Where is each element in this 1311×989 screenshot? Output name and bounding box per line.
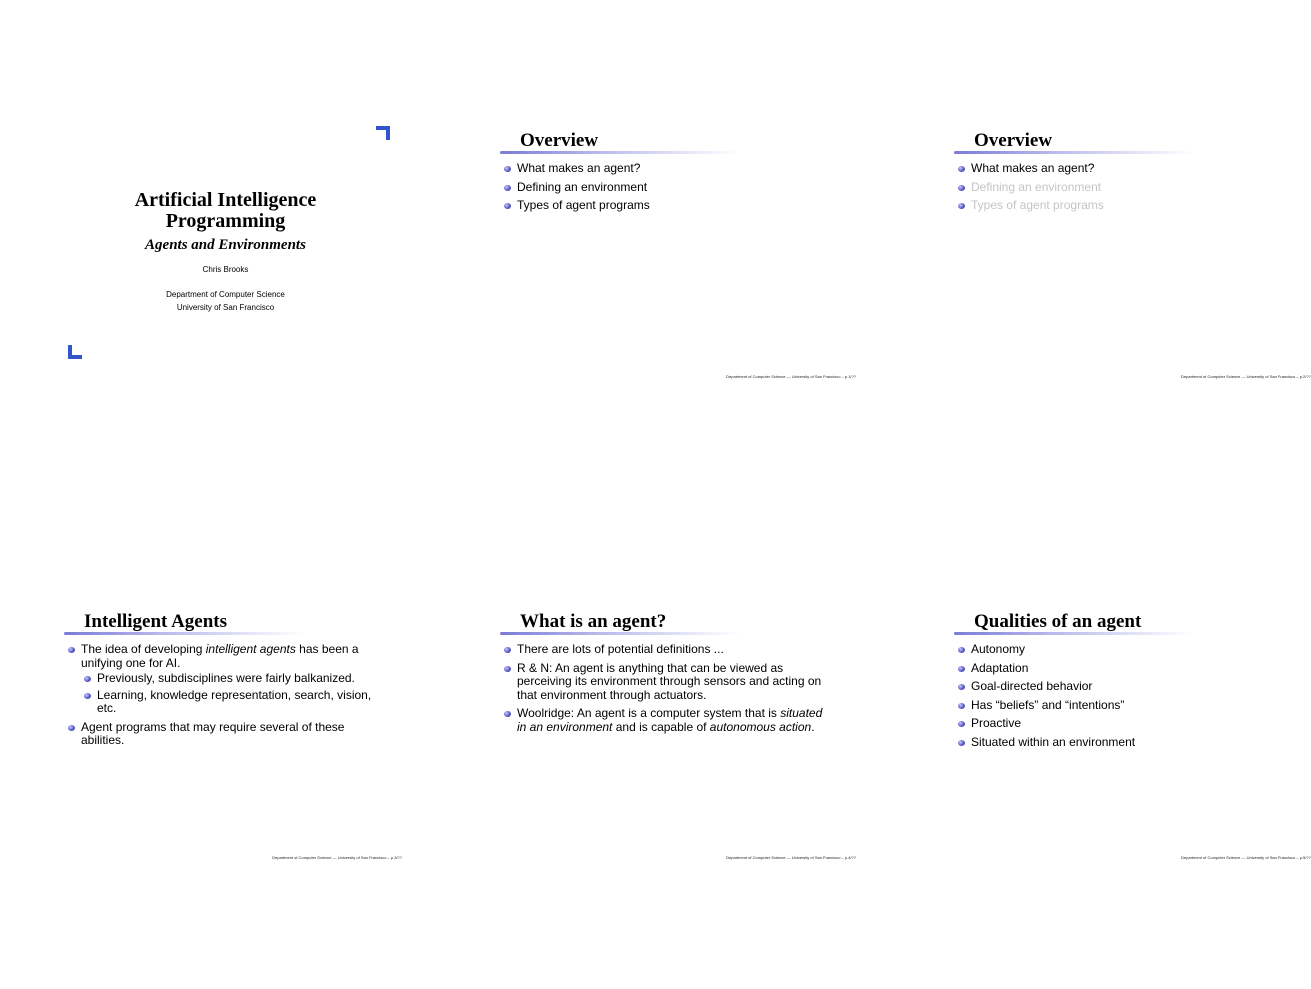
bullet-list: [500, 162, 830, 218]
bullet-list: [64, 643, 374, 753]
author-name: Chris Brooks: [202, 265, 249, 274]
list-item: Goal-directed behavior: [954, 680, 1284, 694]
slide-title: Qualities of an agent: [974, 611, 1142, 632]
list-item: Proactive: [954, 717, 1284, 731]
corner-bracket-bottom-left-icon: [68, 345, 82, 359]
list-item: Agent programs that may require several of these abilities.: [64, 721, 374, 748]
slide-overview-2: [954, 130, 1311, 401]
slide-footer: Department of Computer Science — University of San Francisco – p.3/??: [272, 855, 402, 860]
slide-footer: Department of Computer Science — University of San Francisco – p.5/??: [1181, 855, 1311, 860]
sub-list-item: Previously, subdisciplines were fairly balkanized.: [64, 672, 374, 686]
list-item: Situated within an environment: [954, 736, 1284, 750]
list-item: Defining an environment: [954, 181, 1284, 195]
bullet-icon: [958, 740, 965, 746]
slide-intelligent-agents: [64, 612, 402, 882]
title-underline: [500, 632, 740, 635]
slide-title: Overview: [520, 130, 599, 151]
slide-footer: Department of Computer Science — University of San Francisco – p.4/??: [726, 855, 856, 860]
title-underline: [500, 151, 740, 154]
title-line-1: Artificial Intelligence: [134, 189, 317, 211]
list-item: Woolridge: An agent is a computer system that is situated in an environment and is capable of autonomous action.: [500, 707, 825, 734]
list-item: The idea of developing intelligent agents has been a unifying one for AI.: [64, 643, 374, 670]
bullet-icon: [504, 185, 511, 191]
bullet-icon: [958, 185, 965, 191]
list-item: Has “beliefs” and “intentions”: [954, 699, 1284, 713]
title-line-2: Programming: [165, 210, 286, 232]
title-underline: [64, 632, 304, 635]
list-item: There are lots of potential definitions ...: [500, 643, 825, 657]
slide-what-is-an-agent: [500, 612, 856, 882]
list-item: Defining an environment: [500, 181, 830, 195]
slide-footer: Department of Computer Science — University of San Francisco – p.1/??: [726, 374, 856, 379]
bullet-icon: [84, 676, 91, 682]
bullet-icon: [958, 647, 965, 653]
bullet-icon: [504, 647, 511, 653]
bullet-icon: [504, 166, 511, 172]
presentation-title: [64, 190, 387, 232]
slide-title: Overview: [974, 130, 1053, 151]
bullet-icon: [958, 203, 965, 209]
bullet-icon: [958, 166, 965, 172]
bullet-icon: [504, 203, 511, 209]
slide-footer: Department of Computer Science — University of San Francisco – p.2/??: [1181, 374, 1311, 379]
bullet-icon: [504, 711, 511, 717]
bullet-icon: [958, 721, 965, 727]
bullet-icon: [504, 666, 511, 672]
list-item: Adaptation: [954, 662, 1284, 676]
bullet-icon: [958, 684, 965, 690]
list-item: Types of agent programs: [500, 199, 830, 213]
list-item: Autonomy: [954, 643, 1284, 657]
department-name: Department of Computer Science: [166, 290, 285, 299]
slide-title: Intelligent Agents: [84, 611, 228, 632]
title-underline: [954, 632, 1194, 635]
sub-list-item: Learning, knowledge representation, search, vision, etc.: [64, 689, 374, 716]
bullet-icon: [68, 725, 75, 731]
bullet-icon: [68, 647, 75, 653]
bullet-list: [500, 643, 825, 739]
list-item: Types of agent programs: [954, 199, 1284, 213]
corner-bracket-top-right-icon: [376, 126, 390, 140]
slide-overview-1: [500, 131, 856, 401]
bullet-icon: [84, 693, 91, 699]
list-item: What makes an agent?: [954, 162, 1284, 176]
bullet-list: [954, 643, 1284, 754]
title-slide: [64, 122, 394, 367]
list-item: What makes an agent?: [500, 162, 830, 176]
title-underline: [954, 151, 1194, 154]
list-item: R & N: An agent is anything that can be viewed as perceiving its environment through sensors and acting on that environment through actuators.: [500, 662, 825, 703]
bullet-icon: [958, 703, 965, 709]
slide-title: What is an agent?: [520, 611, 667, 632]
slide-qualities-of-an-agent: [954, 611, 1311, 882]
university-name: University of San Francisco: [176, 303, 275, 312]
presentation-subtitle: Agents and Environments: [145, 237, 306, 253]
bullet-list: [954, 162, 1284, 218]
bullet-icon: [958, 666, 965, 672]
